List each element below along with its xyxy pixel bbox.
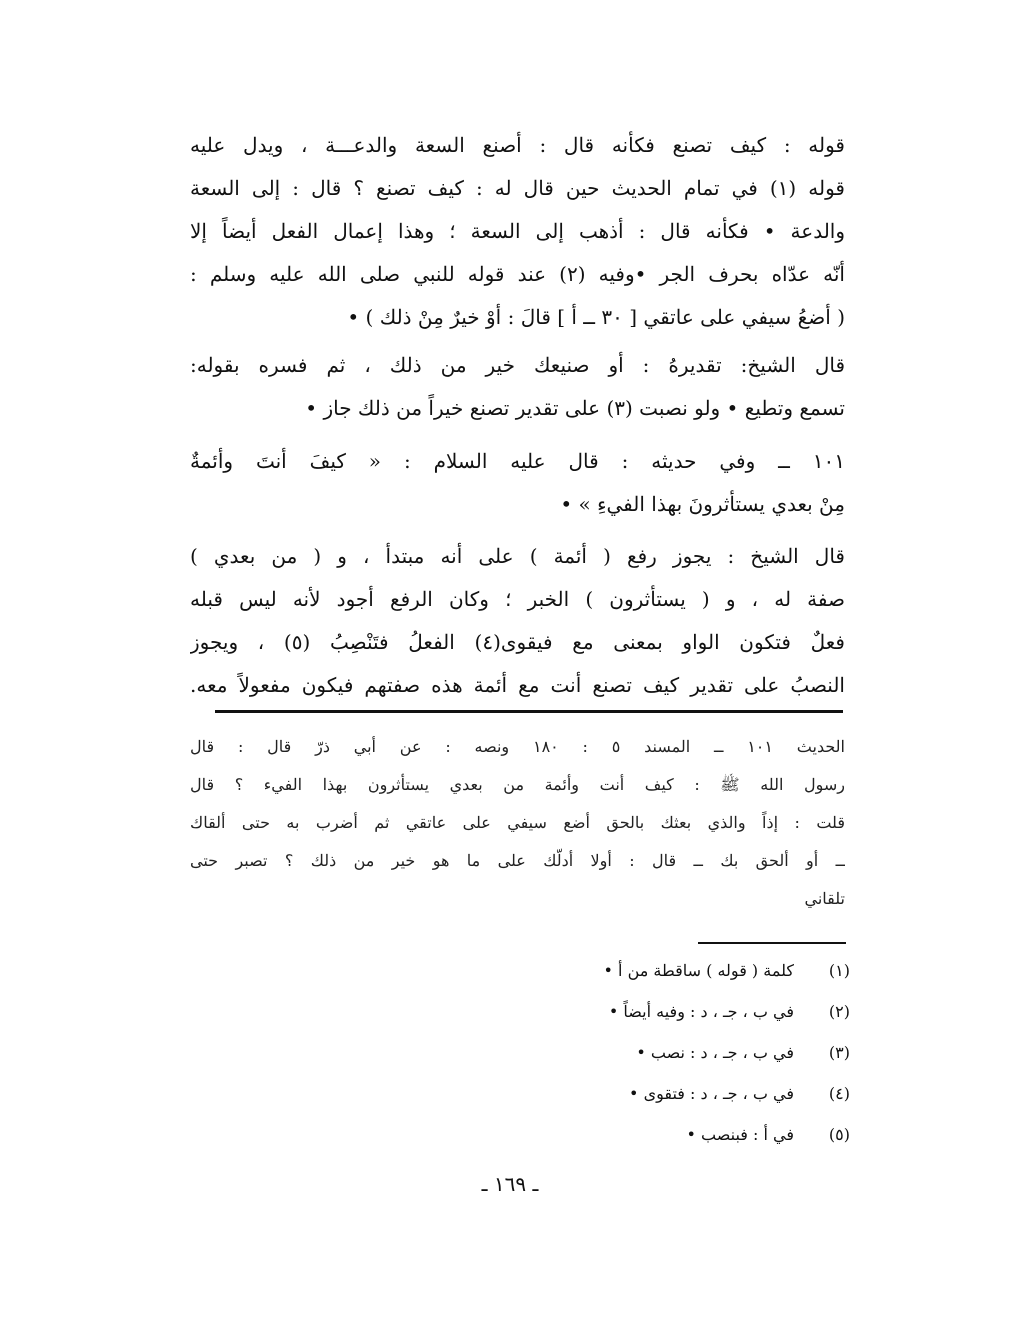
main-line: أنّه عدّاه بحرف الجر •وفيه (٢) عند قوله للنبي صلى الله عليه وسلم : (190, 262, 845, 286)
footnote (470, 1073, 850, 1114)
footnote (470, 1032, 850, 1073)
main-text (190, 124, 845, 339)
footnote-text: في ب ، جـ ، د : وفيه أيضاً • (608, 1002, 794, 1021)
main-line: قوله (١) في تمام الحديث حين قال له : كيف تصنع ؟ قال : إلى السعة (190, 176, 845, 200)
hadith-note (190, 728, 845, 918)
main-line: قال الشيخ : يجوز رفع ( أئمة ) على أنه مبتدأ ، و ( من بعدي ) (190, 544, 845, 568)
footnote-text: في أ : فبنصب • (686, 1125, 794, 1144)
main-line: ١٠١ ــ وفي حديثه : قال عليه السلام : « كيفَ أنتَ وأئمةٌ (190, 449, 845, 473)
main-line: فعلٌ فتكون الواو بمعنى مع فيقوى(٤) الفعلُ فتَنْصِبُ (٥) ، ويجوز (190, 630, 845, 654)
separator-rule (215, 710, 843, 713)
hadith-line: رسول الله ﷺ : كيف أنت وأئمة من بعدي يستأثرون بهذا الفيء ؟ قال (190, 775, 845, 794)
footnote-number: (٣) (828, 1043, 850, 1062)
main-line: صفة له ، و ( يستأثرون ) الخبر ؛ وكان الرفع أجود لأنه ليس قبله (190, 587, 845, 611)
main-text-paragraph-3 (190, 440, 845, 526)
hadith-line: قلت : إذاً والذي بعثك بالحق أضع سيفي على عاتقي ثم أضرب به حتى ألقاك (190, 813, 845, 832)
main-line: مِنْ بعدي يستأثرونَ بهذا الفيءِ » • (560, 492, 845, 516)
footnote-text: في ب ، جـ ، د : فتقوى • (629, 1084, 794, 1103)
main-line: النصبُ على تقدير كيف تصنع أنت مع أئمة هذه صفتهم فيكون مفعولاً معه. (190, 673, 845, 697)
footnote-text: في ب ، جـ ، د : نصب • (636, 1043, 794, 1062)
hadith-line: الحديث ١٠١ ــ المسند ٥ : ١٨٠ ونصه : عن أبي ذرّ قال : قال (190, 737, 845, 756)
main-line: ( أضعُ سيفي على عاتقي [ ٣٠ ــ أ ] قالَ : أوْ خيرٌ مِنْ ذلك ) • (347, 305, 845, 329)
main-line: تسمع وتطيع • ولو نصبت (٣) على تقدير تصنع خيراً من ذلك جاز • (305, 396, 845, 420)
footnote (470, 1114, 850, 1155)
main-text-paragraph-4 (190, 535, 845, 707)
footnotes (470, 950, 850, 1155)
footnote-number: (٤) (828, 1084, 850, 1103)
main-line: والدعة • فكأنه قال : أذهب إلى السعة ؛ وهذا إعمال الفعل أيضاً إلا (190, 219, 845, 243)
hadith-line: تلقاني (804, 889, 845, 908)
footnote-number: (٥) (828, 1125, 850, 1144)
footnote-separator (698, 942, 846, 944)
hadith-line: ــ أو ألحق بك ــ قال : أولا أدلّك على ما هو خير من ذلك ؟ تصبر حتى (190, 851, 845, 870)
footnote-number: (١) (828, 961, 850, 980)
footnote (470, 991, 850, 1032)
main-line: قال الشيخ: تقديرهُ : أو صنيعك خير من ذلك ، ثم فسره بقوله: (190, 353, 845, 377)
footnote (470, 950, 850, 991)
page-number: ـ ١٦٩ ـ (481, 1172, 539, 1196)
footnote-number: (٢) (828, 1002, 850, 1021)
main-text-paragraph-2 (190, 344, 845, 430)
footnote-text: كلمة ( قوله ) ساقطة من أ • (603, 961, 794, 980)
main-line: قوله : كيف تصنع فكأنه قال : أصنع السعة والدعـــة ، ويدل عليه (190, 133, 845, 157)
